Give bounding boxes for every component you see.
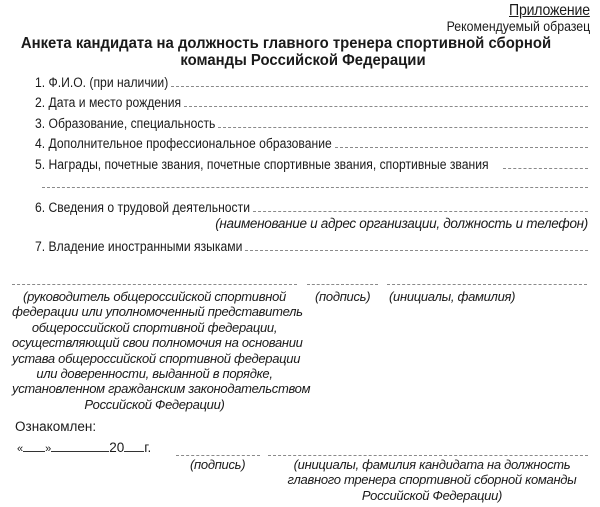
candidate-name-caption xyxy=(278,457,586,503)
full-name-input-line[interactable] xyxy=(171,85,588,87)
candidate-signature-line[interactable] xyxy=(176,455,260,456)
field-work-history xyxy=(35,197,588,215)
awards-input-line[interactable] xyxy=(503,167,588,169)
work-history-hint: (наименование и адрес организации, должность и телефон) xyxy=(215,216,588,231)
caption-line: (инициалы, фамилия кандидата на должность xyxy=(293,457,571,472)
date-month-blank[interactable] xyxy=(51,450,109,452)
appendix-label: Приложение xyxy=(509,2,590,19)
field-label: 2. Дата и место рождения xyxy=(35,95,182,110)
caption-line: Российской Федерации) xyxy=(361,487,503,503)
date-close-quote: » xyxy=(45,443,52,455)
date-year-prefix: 20 xyxy=(109,440,125,455)
field-full-name xyxy=(35,72,588,90)
sample-note: Рекомендуемый образец xyxy=(446,18,590,34)
languages-input-line[interactable] xyxy=(245,249,588,251)
field-education xyxy=(35,113,588,131)
federation-signature-caption: (подпись) xyxy=(315,289,371,304)
work-history-input-line[interactable] xyxy=(253,210,588,212)
federation-name-caption: (инициалы, фамилия) xyxy=(389,289,516,304)
form-title-line-1: Анкета кандидата на должность главного тренера спортивной сборной xyxy=(20,35,552,52)
education-input-line[interactable] xyxy=(218,126,588,128)
field-label: 5. Награды, почетные звания, почетные спортивные звания, спортивные звания xyxy=(35,157,489,172)
caption-line: осуществляющий свои полномочия на основании xyxy=(12,335,303,351)
field-additional-education xyxy=(35,133,588,151)
acknowledgement-date xyxy=(17,440,151,455)
candidate-name-line[interactable] xyxy=(268,455,588,456)
form-title-line-2: команды Российской Федерации xyxy=(180,52,426,69)
field-awards xyxy=(35,154,588,172)
caption-line: общероссийской спортивной федерации, xyxy=(31,319,278,335)
caption-line: федерации или уполномоченный представитель xyxy=(12,304,303,320)
awards-input-line-2[interactable] xyxy=(42,187,588,188)
field-label: 4. Дополнительное профессиональное образование xyxy=(35,136,332,151)
caption-line: (руководитель общероссийской спортивной xyxy=(23,289,286,304)
candidate-signature-caption: (подпись) xyxy=(190,457,246,472)
federation-signature-line[interactable] xyxy=(307,284,378,285)
date-year-blank[interactable] xyxy=(124,450,144,452)
additional-education-input-line[interactable] xyxy=(335,146,588,148)
caption-line: устава общероссийской спортивной федерации xyxy=(12,350,301,366)
caption-line: или доверенности, выданной в порядке, xyxy=(36,366,273,382)
birth-input-line[interactable] xyxy=(184,105,588,107)
caption-line: установленном гражданским законодательством xyxy=(12,381,311,397)
federation-name-line[interactable] xyxy=(387,284,587,285)
caption-line: главного тренера спортивной сборной команды xyxy=(287,472,577,488)
field-label: 3. Образование, специальность xyxy=(35,116,216,131)
field-birth xyxy=(35,92,588,110)
field-label: 7. Владение иностранными языками xyxy=(35,239,243,254)
acknowledged-label: Ознакомлен: xyxy=(15,419,97,434)
field-label: 6. Сведения о трудовой деятельности xyxy=(35,200,250,215)
federation-position-caption xyxy=(12,289,311,412)
field-label: 1. Ф.И.О. (при наличии) xyxy=(35,75,169,90)
date-day-blank[interactable] xyxy=(23,450,45,452)
federation-position-line[interactable] xyxy=(12,284,297,285)
field-languages xyxy=(35,236,588,254)
caption-line: Российской Федерации) xyxy=(84,396,225,412)
date-open-quote: « xyxy=(17,443,24,455)
date-year-suffix: г. xyxy=(144,440,152,455)
